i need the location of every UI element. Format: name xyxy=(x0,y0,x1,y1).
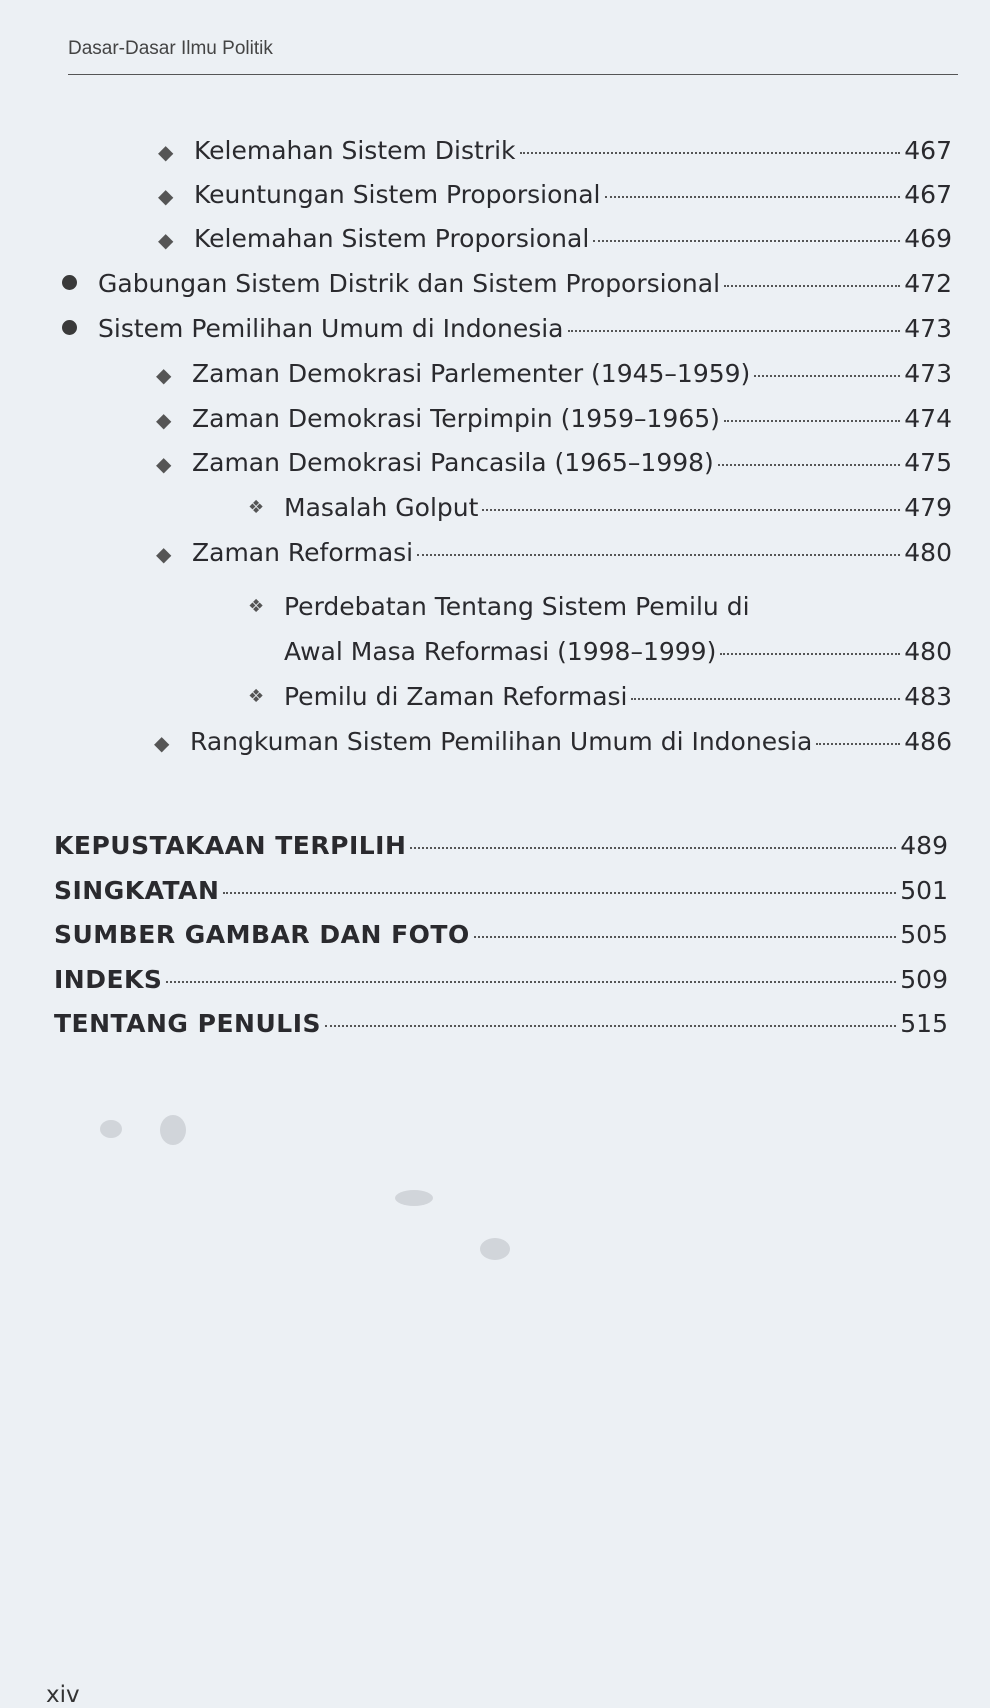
entry-title: Zaman Demokrasi Pancasila (1965–1998) xyxy=(192,448,714,477)
diamond-bullet-icon: ◆ xyxy=(158,184,174,208)
dot-leader xyxy=(593,240,900,242)
dot-leader xyxy=(754,375,900,377)
toc-section[interactable] xyxy=(54,920,948,949)
ink-smudge xyxy=(100,1120,122,1138)
diamond-bullet-icon: ◆ xyxy=(156,542,172,566)
dot-leader xyxy=(816,743,900,745)
section-title: KEPUSTAKAAN TERPILIH xyxy=(54,831,407,860)
toc-entry[interactable] xyxy=(62,269,952,298)
dot-leader xyxy=(482,509,900,511)
toc-entry[interactable] xyxy=(62,314,952,343)
dot-leader xyxy=(605,196,901,198)
page-number: 489 xyxy=(900,831,948,860)
diamond-bullet-icon: ◆ xyxy=(158,140,174,164)
dot-leader xyxy=(325,1025,896,1027)
four-diamond-bullet-icon: ❖ xyxy=(248,686,265,707)
toc-entry[interactable] xyxy=(158,136,952,165)
page-number: 480 xyxy=(904,637,952,666)
dot-leader xyxy=(631,698,900,700)
round-bullet-icon xyxy=(62,269,98,298)
entry-title: Masalah Golput xyxy=(284,493,479,522)
page-number-footer: xiv xyxy=(46,1682,80,1708)
four-diamond-bullet-icon: ❖ xyxy=(248,497,265,518)
ink-smudge xyxy=(480,1238,510,1260)
section-title: INDEKS xyxy=(54,965,163,994)
dot-leader xyxy=(520,152,901,154)
section-title: SUMBER GAMBAR DAN FOTO xyxy=(54,920,470,949)
toc-section[interactable] xyxy=(54,831,948,860)
page-number: 473 xyxy=(904,314,952,343)
dot-leader xyxy=(724,420,900,422)
diamond-bullet-icon: ◆ xyxy=(156,363,172,387)
four-diamond-bullet-icon: ❖ xyxy=(248,596,265,617)
dot-leader xyxy=(718,464,900,466)
page-number: 467 xyxy=(904,136,952,165)
toc-entry[interactable] xyxy=(158,180,952,209)
page-number: 486 xyxy=(904,727,952,756)
round-bullet-icon xyxy=(62,314,98,343)
page-number: 515 xyxy=(900,1009,948,1038)
dot-leader xyxy=(166,981,896,983)
toc-entry[interactable] xyxy=(248,493,952,522)
header-rule xyxy=(68,74,958,75)
toc-entry[interactable] xyxy=(156,404,952,433)
dot-leader xyxy=(223,892,896,894)
page-number: 467 xyxy=(904,180,952,209)
ink-smudge xyxy=(160,1115,186,1145)
entry-title: Gabungan Sistem Distrik dan Sistem Proporsional xyxy=(98,269,721,298)
section-title: SINGKATAN xyxy=(54,876,220,905)
page-number: 475 xyxy=(904,448,952,477)
page-number: 473 xyxy=(904,359,952,388)
entry-title-line2: Awal Masa Reformasi (1998–1999) xyxy=(284,637,717,666)
ink-smudge xyxy=(395,1190,433,1206)
dot-leader xyxy=(568,330,901,332)
entry-title: Kelemahan Sistem Proporsional xyxy=(194,224,590,253)
toc-section[interactable] xyxy=(54,965,948,994)
toc-entry-first-line[interactable] xyxy=(248,592,750,621)
toc-entry[interactable] xyxy=(154,727,952,756)
entry-title: Zaman Demokrasi Parlementer (1945–1959) xyxy=(192,359,751,388)
page-number: 474 xyxy=(904,404,952,433)
page-number: 501 xyxy=(900,876,948,905)
page-number: 480 xyxy=(904,538,952,567)
entry-title: Kelemahan Sistem Distrik xyxy=(194,136,516,165)
entry-title-line1: Perdebatan Tentang Sistem Pemilu di xyxy=(284,592,750,621)
toc-entry[interactable] xyxy=(156,448,952,477)
diamond-bullet-icon: ◆ xyxy=(158,228,174,252)
diamond-bullet-icon: ◆ xyxy=(156,408,172,432)
entry-title: Pemilu di Zaman Reformasi xyxy=(284,682,628,711)
toc-entry[interactable] xyxy=(156,359,952,388)
page-number: 483 xyxy=(904,682,952,711)
page-number: 505 xyxy=(900,920,948,949)
entry-title: Keuntungan Sistem Proporsional xyxy=(194,180,601,209)
diamond-bullet-icon: ◆ xyxy=(156,452,172,476)
page-number: 509 xyxy=(900,965,948,994)
dot-leader xyxy=(474,936,897,938)
diamond-bullet-icon: ◆ xyxy=(154,731,170,755)
section-title: TENTANG PENULIS xyxy=(54,1009,322,1038)
entry-title: Zaman Reformasi xyxy=(192,538,414,567)
page-number: 469 xyxy=(904,224,952,253)
running-header: Dasar-Dasar Ilmu Politik xyxy=(68,38,273,59)
toc-entry[interactable] xyxy=(284,637,952,666)
toc-section[interactable] xyxy=(54,876,948,905)
toc-entry[interactable] xyxy=(156,538,952,567)
dot-leader xyxy=(417,554,900,556)
entry-title: Zaman Demokrasi Terpimpin (1959–1965) xyxy=(192,404,720,433)
entry-title: Sistem Pemilihan Umum di Indonesia xyxy=(98,314,564,343)
page-number: 479 xyxy=(904,493,952,522)
toc-entry[interactable] xyxy=(248,682,952,711)
dot-leader xyxy=(720,653,900,655)
dot-leader xyxy=(410,847,896,849)
entry-title: Rangkuman Sistem Pemilihan Umum di Indonesia xyxy=(190,727,813,756)
page-number: 472 xyxy=(904,269,952,298)
dot-leader xyxy=(724,285,900,287)
toc-section[interactable] xyxy=(54,1009,948,1038)
toc-entry[interactable] xyxy=(158,224,952,253)
